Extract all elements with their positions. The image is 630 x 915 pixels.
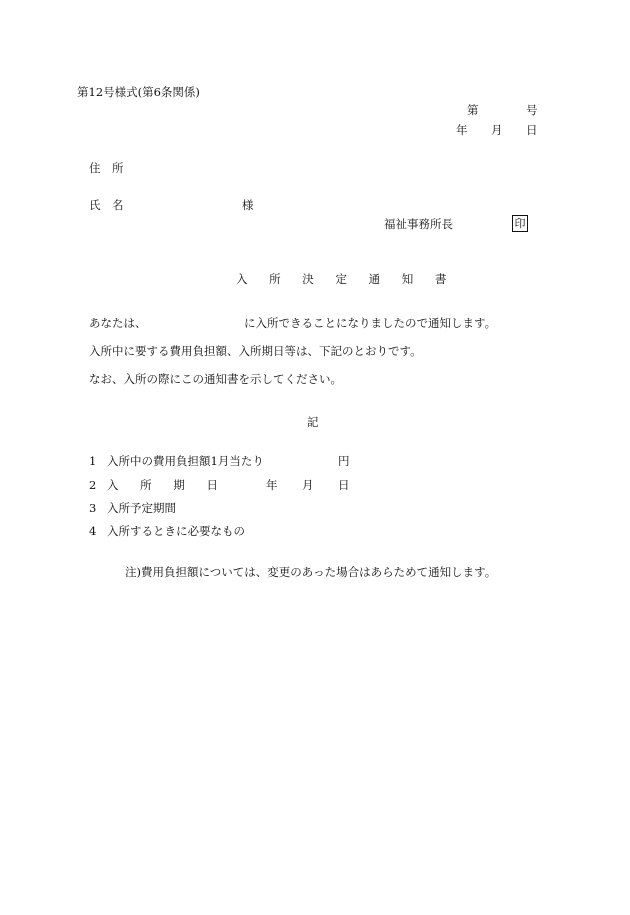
footnote: 注)費用負担額については、変更のあった場合はあらためて通知します。 <box>125 565 497 579</box>
seal-mark: 印 <box>512 215 528 232</box>
item3-number: 3 <box>89 501 97 515</box>
document-title: 入 所 決 定 通 知 書 <box>236 272 456 286</box>
item3-label: 入所予定期間 <box>107 501 176 515</box>
item2-number: 2 <box>89 478 97 492</box>
date-month: 月 <box>491 123 503 137</box>
item2-day: 日 <box>338 478 350 492</box>
item2-month: 月 <box>302 478 314 492</box>
address-label: 住 所 <box>89 161 124 175</box>
item1-label: 入所中の費用負担額1月当たり <box>107 454 264 468</box>
name-label: 氏 名 <box>89 198 124 212</box>
issuer-title: 福祉事務所長 <box>384 217 453 231</box>
ki-heading: 記 <box>307 415 319 429</box>
number-suffix: 号 <box>526 103 538 117</box>
item4-number: 4 <box>89 524 97 538</box>
item1-unit: 円 <box>338 454 350 468</box>
form-code: 第12号様式(第6条関係) <box>77 85 200 99</box>
honorific: 様 <box>242 198 254 212</box>
item1-number: 1 <box>89 454 97 468</box>
body-line3: なお、入所の際にこの通知書を示してください。 <box>89 372 342 386</box>
item2-year: 年 <box>266 478 278 492</box>
date-day: 日 <box>526 123 538 137</box>
body-line2: 入所中に要する費用負担額、入所期日等は、下記のとおりです。 <box>89 344 422 358</box>
item2-label: 入 所 期 日 <box>107 478 227 492</box>
number-prefix: 第 <box>467 103 479 117</box>
body-line1-a: あなたは、 <box>89 316 147 330</box>
body-line1-b: に入所できることになりましたので通知します。 <box>244 316 497 330</box>
date-year: 年 <box>456 123 468 137</box>
item4-label: 入所するときに必要なもの <box>107 524 245 538</box>
